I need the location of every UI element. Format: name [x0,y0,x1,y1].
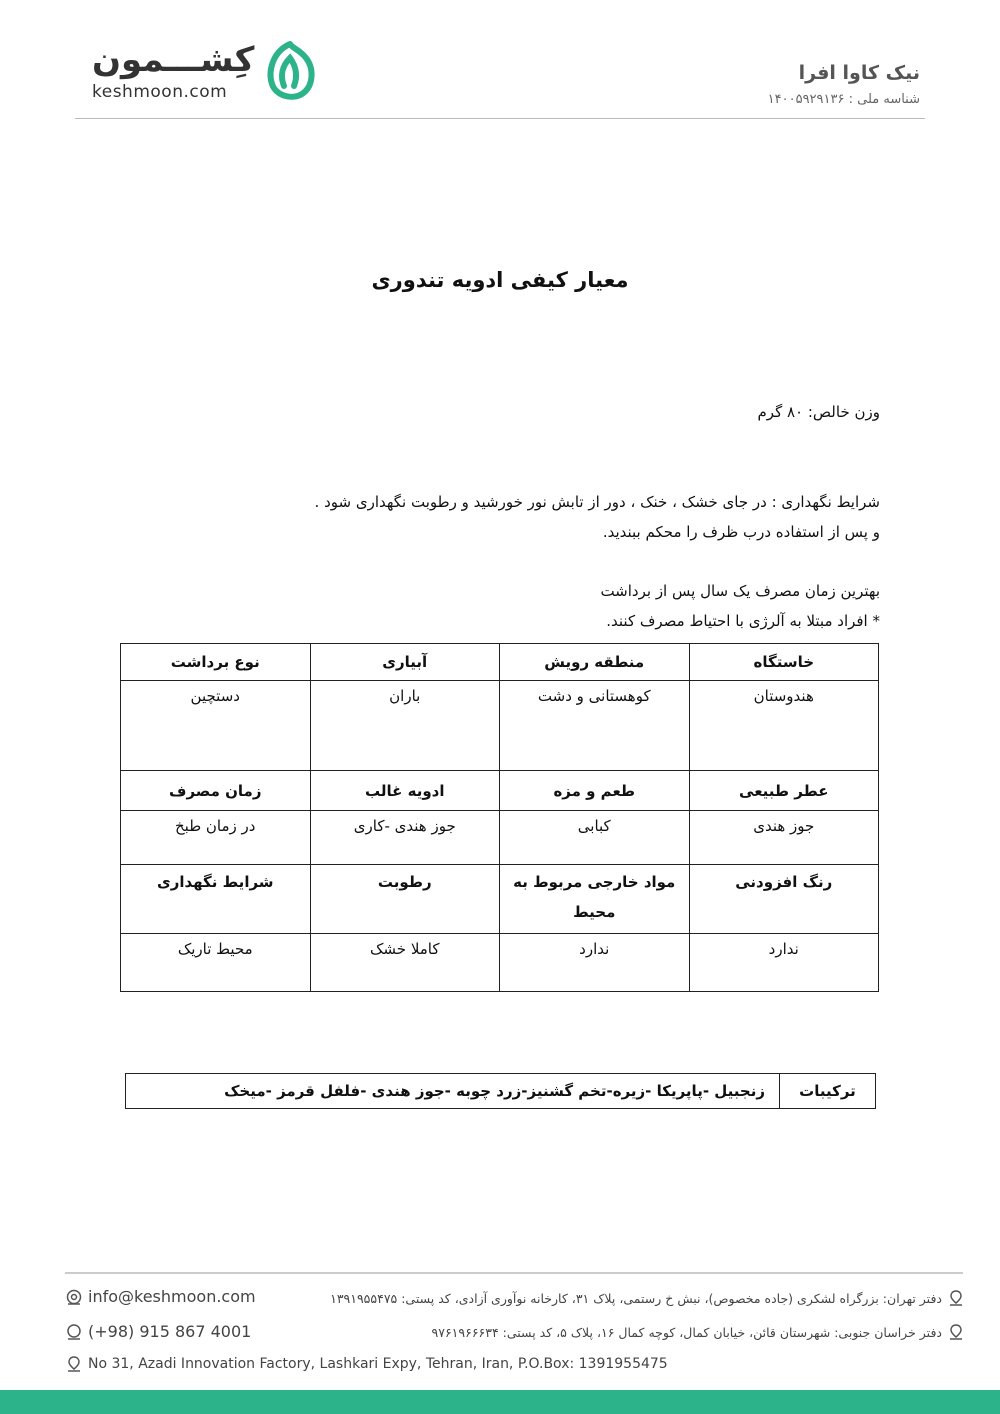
table-row [121,934,879,992]
value-irrigation: باران [310,681,500,771]
location-pin-icon [66,1356,82,1372]
location-pin-icon [948,1290,964,1306]
company-national-id: شناسه ملی : ۱۴۰۰۵۹۲۹۱۳۶ [767,92,920,107]
table-row [121,811,879,865]
phone-text: (+98) 915 867 4001 [88,1322,252,1341]
header-added-color: رنگ افزودنی [689,865,879,934]
value-harvest-type: دستچین [121,681,311,771]
table-row [121,771,879,811]
footer-office-khorasan [264,1324,964,1340]
value-origin: هندوستان [689,681,879,771]
logo-url: keshmoon.com [92,82,228,102]
value-foreign-matter: ندارد [500,934,690,992]
value-storage-conditions: محیط تاریک [121,934,311,992]
company-name: نیک کاوا افرا [798,62,920,84]
header-storage-conditions: شرایط نگهداری [121,865,311,934]
phone-icon [66,1324,82,1340]
company-info [768,60,920,107]
value-dominant-spice: جوز هندی -کاری [310,811,500,865]
net-weight: وزن خالص: ۸۰ گرم [757,403,880,421]
storage-conditions: شرایط نگهداری : در جای خشک ، خنک ، دور از تابش نور خورشید و رطوبت نگهداری شود . [314,493,880,511]
location-pin-icon [948,1324,964,1340]
header-natural-aroma: عطر طبیعی [689,771,879,811]
table-row [121,644,879,681]
header-foreign-matter: مواد خارجی مربوط به محیط [500,865,690,934]
header-divider [75,118,925,119]
value-natural-aroma: جوز هندی [689,811,879,865]
keshmoon-logo [92,38,318,104]
table-row [121,681,879,771]
ingredients-label: ترکیبات [780,1074,876,1109]
header-growing-region: منطقه رویش [500,644,690,681]
leaf-logo-icon [262,38,318,104]
at-sign-icon [66,1289,82,1305]
value-moisture: کاملا خشک [310,934,500,992]
header-origin: خاستگاه [689,644,879,681]
office-tehran-text: دفتر تهران: بزرگراه لشکری (جاده مخصوص)، نبش خ رستمی، پلاک ۳۱، کارخانه نوآوری آزادی، کد پستی: ۱۳۹۱۹۵۵۴۷۵ [330,1290,942,1306]
ingredients-value: زنجبیل -پاپریکا -زیره-تخم گشنیز-زرد چوبه -جوز هندی -فلفل قرمز -میخک [126,1074,780,1109]
footer-phone [66,1322,251,1341]
header-dominant-spice: ادویه غالب [310,771,500,811]
footer-email [66,1287,256,1306]
value-usage-time: در زمان طبخ [121,811,311,865]
value-growing-region: کوهستانی و دشت [500,681,690,771]
allergy-note: * افراد مبتلا به آلرژی با احتیاط مصرف کنند. [606,612,880,630]
value-added-color: ندارد [689,934,879,992]
table-row [126,1074,876,1109]
header-moisture: رطوبت [310,865,500,934]
document-title: معیار کیفی ادویه تندوری [371,268,629,292]
quality-spec-table [120,643,879,992]
storage-conditions-cont: و پس از استفاده درب ظرف را محکم ببندید. [602,523,880,541]
footer-office-tehran [264,1290,964,1306]
footer-brand-bar [0,1390,1000,1414]
header-usage-time: زمان مصرف [121,771,311,811]
value-taste: کبابی [500,811,690,865]
email-text: info@keshmoon.com [88,1287,256,1306]
table-row [121,865,879,934]
footer-divider [65,1272,963,1274]
header-harvest-type: نوع برداشت [121,644,311,681]
logo-wordmark: کِشـــمون [92,40,255,80]
address-en-text: No 31, Azadi Innovation Factory, Lashkari Expy, Tehran, Iran, P.O.Box: 1391955475 [88,1356,668,1372]
header-irrigation: آبیاری [310,644,500,681]
best-use-time: بهترین زمان مصرف یک سال پس از برداشت [600,582,880,600]
ingredients-table [125,1073,876,1109]
logo-text [92,40,254,102]
document-header [0,0,1000,120]
header-taste: طعم و مزه [500,771,690,811]
office-khorasan-text: دفتر خراسان جنوبی: شهرستان قائن، خیابان کمال، کوچه کمال ۱۶، پلاک ۵، کد پستی: ۹۷۶۱۹۶۶۶۳۴ [431,1324,942,1340]
footer-address-en [66,1356,668,1372]
